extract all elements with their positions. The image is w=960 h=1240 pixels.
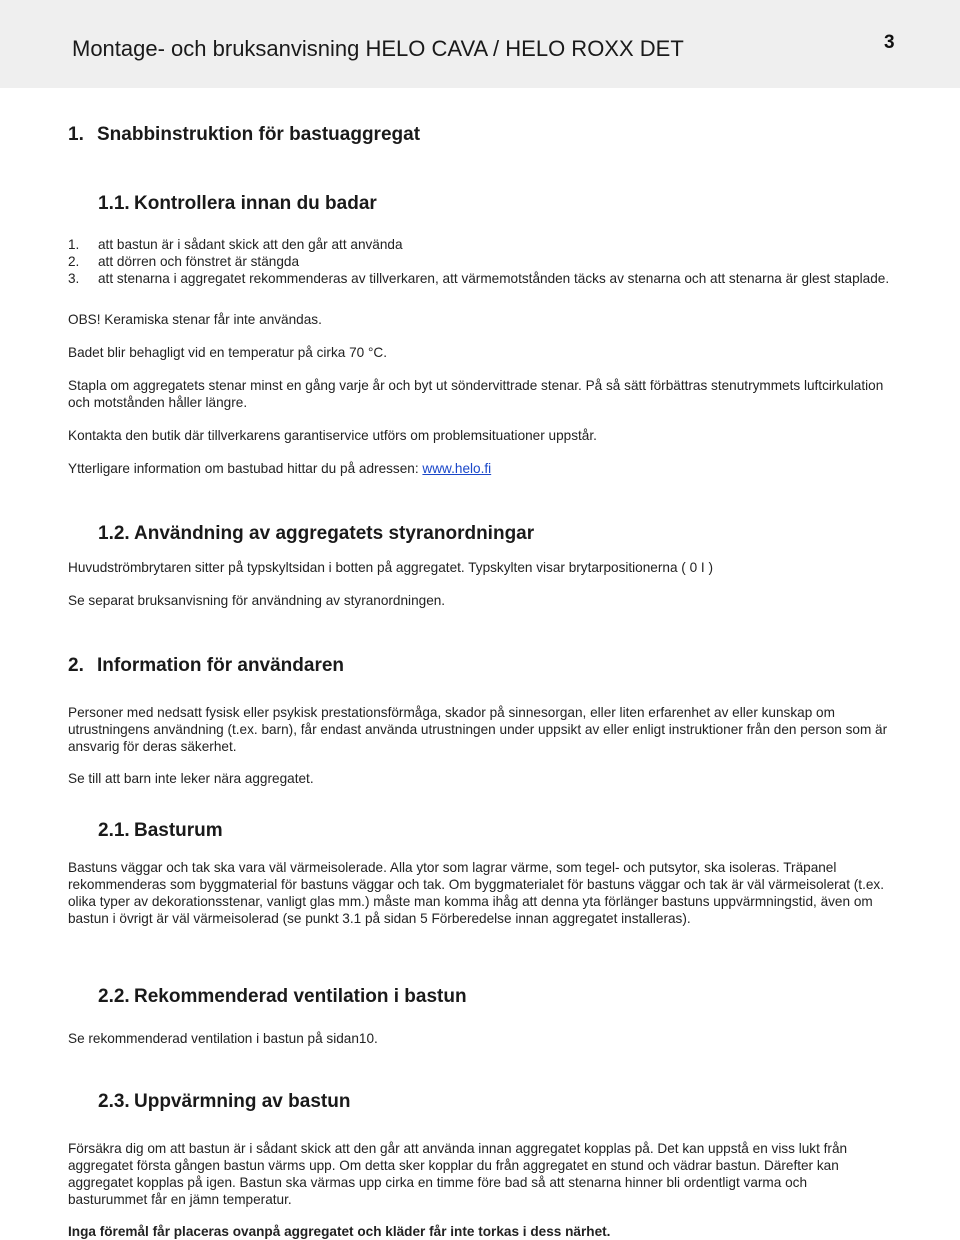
section-title: Kontrollera innan du badar	[134, 193, 377, 214]
list-number: 3.	[68, 271, 80, 286]
stones-paragraph: Stapla om aggregatets stenar minst en gång varje år och byt ut söndervittrade stenar. På så sätt förbättras stenutrymmets luftcirkulation och motstånden håller längre.	[68, 378, 884, 410]
info-paragraph	[68, 460, 890, 477]
section-number: 1.2.	[98, 523, 130, 544]
list-item	[68, 270, 890, 287]
list-text: att bastun är i sådant skick att den går att använda	[98, 237, 403, 252]
heater-warning: Inga föremål får placeras ovanpå aggregatet och kläder får inte torkas i dess närhet.	[68, 1224, 611, 1239]
section-number: 2.3.	[98, 1091, 130, 1112]
section-2-heading	[68, 655, 890, 677]
list-number: 2.	[68, 254, 80, 269]
section-2-3-heading	[98, 1091, 890, 1113]
section-1-heading	[68, 124, 890, 146]
section-title: Användning av aggregatets styranordningar	[134, 523, 535, 544]
contact-paragraph: Kontakta den butik där tillverkarens garantiservice utförs om problemsituationer uppstår.	[68, 428, 597, 443]
list-item	[68, 253, 890, 270]
sauna-room-paragraph: Bastuns väggar och tak ska vara väl värmeisolerade. Alla ytor som lagrar värme, som tegel- och putsytor, ska isoleras. Träpanel rekommenderas som byggmaterial för bastuns väggar och tak. Om byggmaterialet för bastuns väggar och tak är väl värmeisolerat (t.ex. olika typer av dekorationsstenar, vanligt glas mm.) måste man komma ihåg att denna yta förlänger bastuns uppvärmningstid, även om bastun i övrigt är väl värmeisolerad (se punkt 3.1 på sidan 5 Förberedelse innan aggregatet installeras).	[68, 860, 884, 926]
section-number: 2.2.	[98, 986, 130, 1007]
section-2-2-heading	[98, 986, 890, 1008]
section-1-1-heading	[98, 193, 890, 215]
user-info-paragraph: Personer med nedsatt fysisk eller psykisk prestationsförmåga, skador på sinnesorgan, eller liten erfarenhet av eller kunskap om utrustningens användning (t.ex. barn), får endast använda utrustningen under uppsikt av eller enligt instruktioner från den person som är ansvarig för deras säkerhet.	[68, 705, 888, 754]
children-warning: Se till att barn inte leker nära aggregatet.	[68, 771, 314, 786]
obs-note: OBS! Keramiska stenar får inte användas.	[68, 312, 322, 327]
section-2-1-heading	[98, 820, 890, 842]
section-title: Rekommenderad ventilation i bastun	[134, 986, 467, 1007]
section-number: 2.	[68, 655, 84, 676]
control-manual-paragraph: Se separat bruksanvisning för användning av styranordningen.	[68, 593, 446, 608]
list-text: att dörren och fönstret är stängda	[98, 254, 300, 269]
list-text: att stenarna i aggregatet rekommenderas av tillverkaren, att värmemotstånden täcks av stenarna och att stenarna är glest staplade.	[98, 271, 890, 286]
document-title: Montage- och bruksanvisning HELO CAVA / HELO ROXX DET	[72, 36, 684, 61]
list-item	[68, 236, 890, 253]
section-title: Information för användaren	[97, 655, 345, 676]
list-number: 1.	[68, 237, 80, 252]
heating-paragraph: Försäkra dig om att bastun är i sådant skick att den går att använda innan aggregatet kopplas på. Det kan uppstå en viss lukt från aggregatet första gången bastun värms upp. Om detta sker kopplar du från aggregatet en stund och vädrar bastun. Därefter kan aggregatet kopplas på igen. Bastun ska värmas upp cirka en timme före bad så att stenarna hinner bli ordentligt varma och basturummet får en jämn temperatur.	[68, 1141, 848, 1207]
main-switch-paragraph: Huvudströmbrytaren sitter på typskyltsidan i botten på aggregatet. Typskylten visar brytarpositionerna ( 0 I )	[68, 560, 714, 575]
page-header	[0, 0, 960, 88]
page-number: 3	[884, 32, 895, 53]
section-title: Snabbinstruktion för bastuaggregat	[97, 124, 421, 145]
section-title: Uppvärmning av bastun	[134, 1091, 351, 1112]
section-title: Basturum	[134, 820, 223, 841]
section-number: 2.1.	[98, 820, 130, 841]
ventilation-paragraph: Se rekommenderad ventilation i bastun på sidan10.	[68, 1031, 378, 1046]
section-1-2-heading	[98, 523, 890, 545]
section-number: 1.1.	[98, 193, 130, 214]
section-number: 1.	[68, 124, 84, 145]
temperature-note: Badet blir behagligt vid en temperatur på cirka 70 °C.	[68, 345, 388, 360]
helo-link[interactable]: www.helo.fi	[422, 461, 492, 476]
info-text: Ytterligare information om bastubad hittar du på adressen:	[68, 461, 423, 476]
